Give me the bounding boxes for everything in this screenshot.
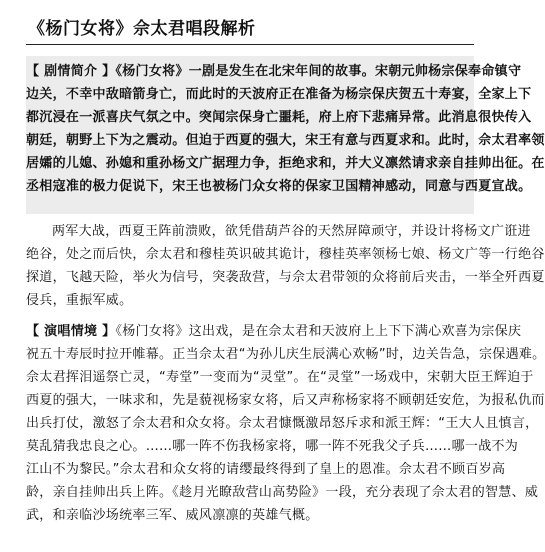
text-line: 绝谷，处之而后快，佘太君和穆桂英识破其诡计，穆桂英率领杨七娘、杨文广等一行绝谷 xyxy=(26,247,545,262)
text-line: 探道，飞越天险，举火为信号，突袭敌营，与佘太君带领的众将前后夹击，一举全歼西夏 xyxy=(26,270,545,285)
text-line: 丞相寇准的极力促说下，宋王也被杨门众女将的保家卫国精神感动，同意与西夏宣战。 xyxy=(26,179,532,194)
text-line: 出兵打仗，激怒了佘太君和众女将。佘太君慷慨激昂怒斥求和派王辉：“王大人且慎言， xyxy=(26,416,539,431)
section-plot-summary xyxy=(26,60,545,198)
text-line: 西夏的强大，一味求和，先是藐视杨家女将，后又声称杨家将不顾朝廷安危，为报私仇而 xyxy=(26,393,545,408)
text-line: 龄，亲自挂帅出兵上阵。《趁月光瞭敌营山高势险》一段，充分表现了佘太君的智慧、威 xyxy=(26,485,539,500)
text-line: 两军大战，西夏王阵前溃败，欲凭借葫芦谷的天然屏障顽守，并设计将杨文广诳进 xyxy=(52,224,531,239)
text-line-content: 《杨门女将》这出戏，是在佘太君和天波府上上下下满心欢喜为宗保庆 xyxy=(115,324,522,339)
text-line: 都沉浸在一派喜庆气氛之中。突闻宗保身亡噩耗，府上府下悲痛异常。此消息很快传入 xyxy=(26,110,532,125)
text-line: 居孀的儿媳、孙媳和重孙杨文广据理力争，拒绝求和，并大义凛然请求亲自挂帅出征。在 xyxy=(26,156,545,171)
text-line: 武，和亲临沙场统率三军、威风凛凛的英雄气概。 xyxy=(26,508,319,523)
text-line: 莫乱猜我忠良之心。……哪一阵不伤我杨家将，哪一阵不死我父子兵……哪一战不为 xyxy=(26,439,519,454)
text-line: 江山不为黎民。”佘太君和众女将的请缨最终得到了皇上的恩准。佘太君不顾百岁高 xyxy=(26,462,506,477)
text-line: 朝廷，朝野上下为之震动。但迫于西夏的强大，宋王有意与西夏求和。此时，佘太君率领 xyxy=(26,133,545,148)
text-line: 侵兵，重振军威。 xyxy=(26,293,133,308)
section-label-plot-summary: 【 剧情简介 】 xyxy=(26,64,116,79)
text-line-content: 《杨门女将》一剧是发生在北宋年间的故事。宋朝元帅杨宗保奉命镇守 xyxy=(115,64,522,79)
text-line xyxy=(26,320,522,343)
section-battle-paragraph xyxy=(26,220,545,312)
page-title: 《杨门女将》佘太君唱段解析 xyxy=(28,19,256,39)
title-divider xyxy=(26,44,474,45)
text-line: 祝五十寿辰时拉开帷幕。正当佘太君“为孙儿庆生辰满心欢畅”时，边关告急，宗保遇难。 xyxy=(26,347,545,362)
text-line xyxy=(26,60,522,83)
section-label-performance-context: 【 演唱情境 】 xyxy=(26,324,116,339)
section-performance-context xyxy=(26,320,545,527)
text-line: 佘太君挥泪遥祭亡灵，“寿堂”一变而为“灵堂”。在“灵堂”一场戏中，宋朝大臣王辉迫于 xyxy=(26,370,534,385)
text-line: 边关，不幸中敌暗箭身亡，而此时的天波府正在准备为杨宗保庆贺五十寿宴，全家上下 xyxy=(26,87,532,102)
